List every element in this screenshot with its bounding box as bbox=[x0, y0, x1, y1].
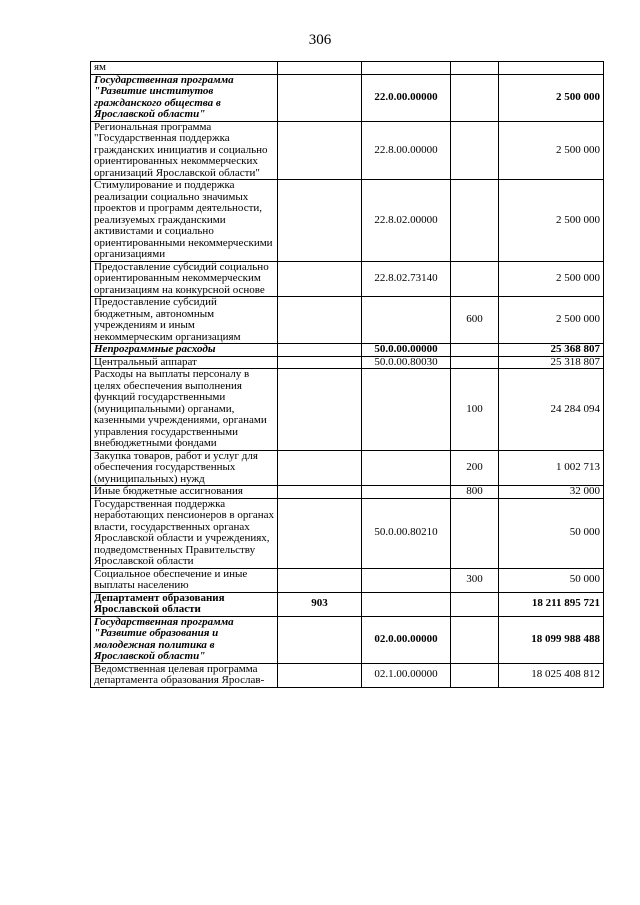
row-code-cell bbox=[278, 261, 362, 297]
row-code-cell bbox=[278, 121, 362, 180]
row-expense-type-cell bbox=[451, 344, 499, 357]
table-row bbox=[91, 616, 604, 663]
row-amount-cell: 50 000 bbox=[499, 568, 604, 592]
row-amount-cell: 18 099 988 488 bbox=[499, 616, 604, 663]
row-expense-type-cell bbox=[451, 498, 499, 568]
row-target-article-cell: 22.8.02.00000 bbox=[362, 180, 451, 262]
row-target-article-cell: 22.0.00.00000 bbox=[362, 74, 451, 121]
row-expense-type-cell bbox=[451, 62, 499, 75]
table-row bbox=[91, 261, 604, 297]
table-row bbox=[91, 663, 604, 687]
row-name-cell: Непрограммные расходы bbox=[91, 344, 278, 357]
row-amount-cell: 50 000 bbox=[499, 498, 604, 568]
row-code-cell bbox=[278, 356, 362, 369]
row-code-cell bbox=[278, 297, 362, 344]
row-name-cell: Социальное обеспечение и иные выплаты населению bbox=[91, 568, 278, 592]
page-number: 306 bbox=[308, 32, 332, 48]
row-code-cell bbox=[278, 369, 362, 451]
row-code-cell bbox=[278, 568, 362, 592]
row-code-cell bbox=[278, 344, 362, 357]
row-name-cell: Предоставление субсидий бюджетным, автономным учреждениям и иным некоммерческим организациям bbox=[91, 297, 278, 344]
table-row bbox=[91, 344, 604, 357]
row-name-cell: Департамент образования Ярославской области bbox=[91, 592, 278, 616]
row-name-cell: Ведомственная целевая программа департамента образования Ярослав- bbox=[91, 663, 278, 687]
row-code-cell bbox=[278, 450, 362, 486]
row-name-cell: Стимулирование и поддержка реализации социально значимых проектов и программ деятельности, реализуемых гражданскими активистами и социально ориентированными некоммерческими организациями bbox=[91, 180, 278, 262]
row-amount-cell: 18 025 408 812 bbox=[499, 663, 604, 687]
row-amount-cell: 32 000 bbox=[499, 486, 604, 499]
row-expense-type-cell bbox=[451, 663, 499, 687]
row-name-cell: Государственная поддержка неработающих пенсионеров в органах власти, государственных органах Ярославской области и учреждениях, подведомственных Правительству Ярославской области bbox=[91, 498, 278, 568]
table-row bbox=[91, 121, 604, 180]
row-code-cell bbox=[278, 74, 362, 121]
row-expense-type-cell bbox=[451, 74, 499, 121]
row-code-cell bbox=[278, 62, 362, 75]
table-row bbox=[91, 74, 604, 121]
row-target-article-cell bbox=[362, 369, 451, 451]
table-row bbox=[91, 180, 604, 262]
row-amount-cell: 1 002 713 bbox=[499, 450, 604, 486]
row-expense-type-cell: 200 bbox=[451, 450, 499, 486]
row-code-cell bbox=[278, 663, 362, 687]
row-amount-cell: 25 368 807 bbox=[499, 344, 604, 357]
row-target-article-cell bbox=[362, 592, 451, 616]
row-expense-type-cell bbox=[451, 616, 499, 663]
row-target-article-cell bbox=[362, 62, 451, 75]
table-row bbox=[91, 592, 604, 616]
row-name-cell: Государственная программа "Развитие образования и молодежная политика в Ярославской области" bbox=[91, 616, 278, 663]
row-amount-cell: 18 211 895 721 bbox=[499, 592, 604, 616]
row-amount-cell: 2 500 000 bbox=[499, 297, 604, 344]
row-name-cell: ям bbox=[91, 62, 278, 75]
row-expense-type-cell bbox=[451, 180, 499, 262]
table-row bbox=[91, 498, 604, 568]
row-expense-type-cell bbox=[451, 356, 499, 369]
row-code-cell bbox=[278, 180, 362, 262]
row-code-cell bbox=[278, 486, 362, 499]
row-expense-type-cell bbox=[451, 592, 499, 616]
table-row bbox=[91, 486, 604, 499]
table-row bbox=[91, 369, 604, 451]
table-row bbox=[91, 450, 604, 486]
table-row bbox=[91, 62, 604, 75]
row-code-cell: 903 bbox=[278, 592, 362, 616]
table-row bbox=[91, 297, 604, 344]
table-row bbox=[91, 568, 604, 592]
row-amount-cell: 25 318 807 bbox=[499, 356, 604, 369]
row-name-cell: Предоставление субсидий социально ориентированным некоммерческим организациям на конкурсной основе bbox=[91, 261, 278, 297]
row-amount-cell: 2 500 000 bbox=[499, 74, 604, 121]
row-amount-cell: 2 500 000 bbox=[499, 180, 604, 262]
row-amount-cell: 2 500 000 bbox=[499, 121, 604, 180]
row-target-article-cell bbox=[362, 568, 451, 592]
row-expense-type-cell: 300 bbox=[451, 568, 499, 592]
row-expense-type-cell bbox=[451, 121, 499, 180]
row-name-cell: Региональная программа "Государственная поддержка гражданских инициатив и социально ориентированных некоммерческих организаций Ярославской области" bbox=[91, 121, 278, 180]
row-target-article-cell bbox=[362, 297, 451, 344]
row-name-cell: Расходы на выплаты персоналу в целях обеспечения выполнения функций государственными (муниципальными) органами, казенными учреждениями, органами управления государственными внебюджетными фондами bbox=[91, 369, 278, 451]
row-name-cell: Государственная программа "Развитие институтов гражданского общества в Ярославской области" bbox=[91, 74, 278, 121]
row-target-article-cell bbox=[362, 450, 451, 486]
row-target-article-cell: 50.0.00.80030 bbox=[362, 356, 451, 369]
row-expense-type-cell: 100 bbox=[451, 369, 499, 451]
row-amount-cell bbox=[499, 62, 604, 75]
row-target-article-cell: 22.8.00.00000 bbox=[362, 121, 451, 180]
row-code-cell bbox=[278, 498, 362, 568]
row-target-article-cell bbox=[362, 486, 451, 499]
row-target-article-cell: 02.1.00.00000 bbox=[362, 663, 451, 687]
table-row bbox=[91, 356, 604, 369]
row-amount-cell: 24 284 094 bbox=[499, 369, 604, 451]
row-code-cell bbox=[278, 616, 362, 663]
row-expense-type-cell: 800 bbox=[451, 486, 499, 499]
row-expense-type-cell: 600 bbox=[451, 297, 499, 344]
row-target-article-cell: 02.0.00.00000 bbox=[362, 616, 451, 663]
row-amount-cell: 2 500 000 bbox=[499, 261, 604, 297]
row-target-article-cell: 50.0.00.00000 bbox=[362, 344, 451, 357]
row-name-cell: Иные бюджетные ассигнования bbox=[91, 486, 278, 499]
budget-table-body bbox=[91, 62, 604, 688]
row-expense-type-cell bbox=[451, 261, 499, 297]
budget-table bbox=[90, 61, 604, 688]
row-target-article-cell: 22.8.02.73140 bbox=[362, 261, 451, 297]
row-target-article-cell: 50.0.00.80210 bbox=[362, 498, 451, 568]
row-name-cell: Закупка товаров, работ и услуг для обеспечения государственных (муниципальных) нужд bbox=[91, 450, 278, 486]
row-name-cell: Центральный аппарат bbox=[91, 356, 278, 369]
